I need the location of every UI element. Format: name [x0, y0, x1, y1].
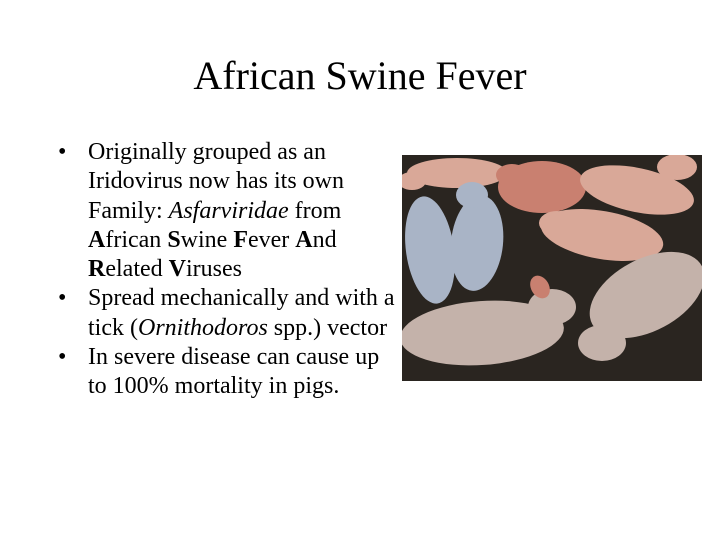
text-run: Originally grouped as an Iridovirus now has its own Family: [88, 139, 344, 224]
acronym-letter: V [168, 256, 186, 283]
text-run: frican [105, 226, 168, 253]
text-run: iruses [185, 256, 242, 283]
text-run: ever [248, 226, 296, 253]
bullet-marker: • [58, 285, 67, 312]
bullet-text [88, 139, 344, 282]
acronym-letter: F [233, 226, 248, 253]
pigs-photo [402, 155, 702, 381]
acronym-letter: A [88, 226, 106, 253]
italic-term: Asfarviridae [168, 197, 289, 224]
bullet-list [58, 138, 403, 402]
acronym-letter: R [88, 256, 106, 283]
acronym-letter: S [167, 226, 181, 253]
text-run: nd [312, 226, 337, 253]
bullet-marker: • [58, 344, 67, 371]
bullet-item [58, 343, 403, 402]
bullet-text [88, 344, 379, 399]
text-run: spp.) vector [267, 314, 388, 341]
pigs-illustration [402, 155, 702, 381]
slide-title: African Swine Fever [193, 53, 527, 98]
pig-head [539, 211, 575, 235]
text-run: from [288, 197, 342, 224]
bullet-item [58, 284, 403, 343]
text-run: wine [180, 226, 234, 253]
pig-head [496, 164, 528, 186]
italic-term: Ornithodoros [137, 314, 268, 341]
text-run: elated [105, 256, 169, 283]
pig-head [657, 155, 697, 180]
pig-head [578, 325, 626, 361]
pig-head [456, 182, 488, 208]
text-run: Spread mechanically and with a tick ( [88, 285, 395, 341]
bullet-marker: • [58, 139, 67, 165]
acronym-letter: A [295, 226, 313, 253]
bullet-text [88, 285, 395, 340]
text-run: In severe disease can cause up to 100% mortality in pigs. [88, 344, 380, 400]
bullet-item [58, 138, 403, 284]
